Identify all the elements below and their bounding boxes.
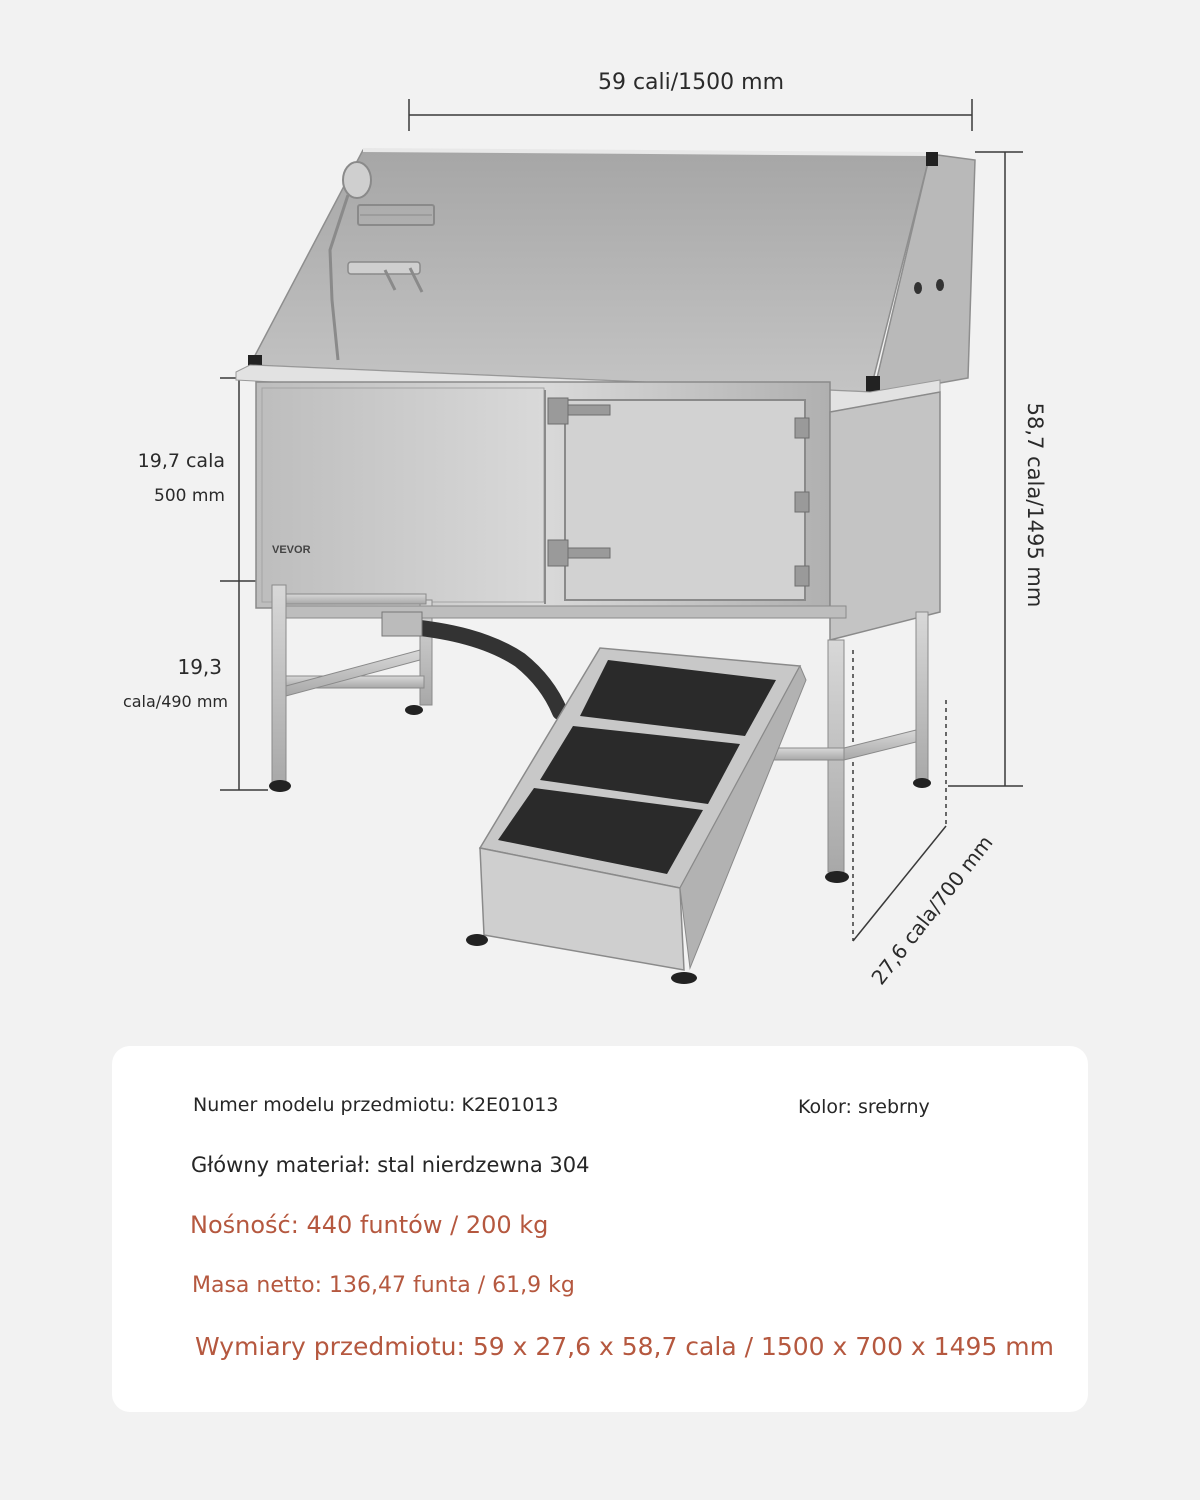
total-height-dimension-label: 58,7 cala/1495 mm <box>1023 402 1047 608</box>
depth-dimension-label: 27,6 cala/700 mm <box>866 830 998 990</box>
tub-side-panel <box>830 392 940 640</box>
pet-stairs <box>466 648 806 984</box>
upper-height-label-inches: 19,7 cala <box>137 450 225 472</box>
specifications-card <box>112 1046 1088 1412</box>
spec-load-capacity: Nośność: 440 funtów / 200 kg <box>190 1211 549 1239</box>
lower-height-label-mm: cala/490 mm <box>122 692 228 711</box>
lower-height-label-inches: 19,3 <box>177 655 222 679</box>
width-dimension-label: 59 cali/1500 mm <box>597 70 785 95</box>
spec-net-weight: Masa netto: 136,47 funta / 61,9 kg <box>192 1273 575 1298</box>
upper-height-label-mm: 500 mm <box>154 486 225 506</box>
spec-main-material: Główny materiał: stal nierdzewna 304 <box>191 1153 590 1177</box>
spec-item-dimensions: Wymiary przedmiotu: 59 x 27,6 x 58,7 cala / 1500 x 700 x 1495 mm <box>195 1332 1054 1361</box>
spec-color: Kolor: srebrny <box>798 1096 930 1118</box>
spec-model-number: Numer modelu przedmiotu: K2E01013 <box>193 1094 559 1116</box>
brand-logo: VEVOR <box>272 544 311 556</box>
tub-door <box>565 400 805 600</box>
